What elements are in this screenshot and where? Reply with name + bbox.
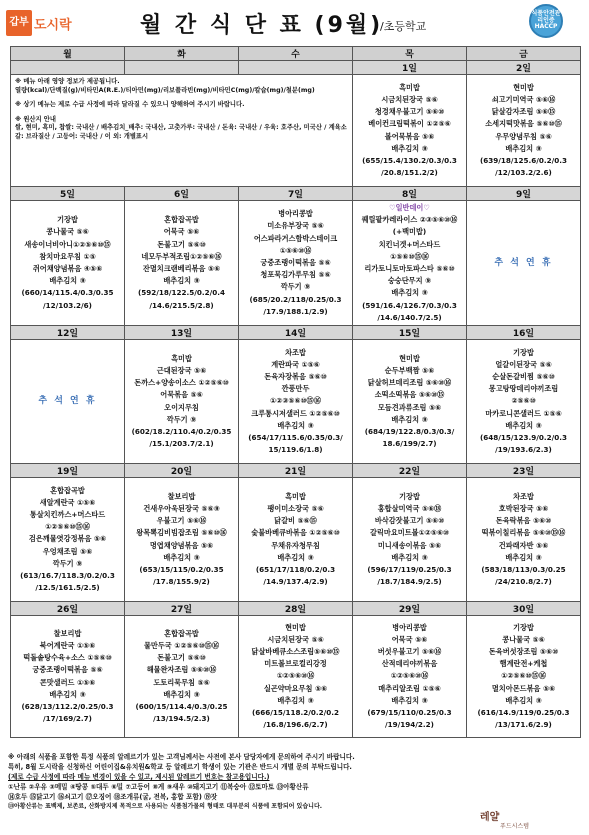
menu-item: 청포묵김가루무침 ⑤⑥: [260, 270, 331, 280]
menu-item: 검은깨물엿강정볶음 ⑤⑥: [28, 534, 107, 544]
menu-item: 새알계란국 ①⑤⑥: [39, 497, 96, 507]
menu-item: ②⑤⑥⑩: [511, 396, 536, 406]
date-cell: 1일: [353, 61, 467, 75]
menu-item: 어묵국 ⑤⑥: [391, 634, 428, 644]
nutrition-info: (602/18.2/110.4/0.2/0.35: [131, 426, 232, 436]
menu-item: 돈불고기 ⑤⑥⑩: [157, 653, 206, 663]
menu-item: 버섯우불고기 ⑤⑥⑯: [377, 647, 442, 657]
nutrition-info: (+백미밥): [392, 227, 427, 237]
menu-row: [11, 340, 581, 464]
menu-item: 홍합살미역국 ⑤⑥⑱: [377, 503, 442, 513]
menu-item: ①②③⑤⑥⑩⑮⑯: [270, 396, 321, 406]
menu-item: 궁중조랭이떡볶음 ⑤⑥: [32, 665, 103, 675]
menu-item: 치킨너겟+머스타드: [378, 239, 441, 249]
date-cell: 7일: [239, 187, 353, 201]
menu-item: 도토리묵무침 ⑤⑥: [153, 677, 210, 687]
menu-item: 배추김치 ⑨: [277, 420, 314, 430]
menu-cell: [239, 340, 353, 464]
menu-item: 근대된장국 ⑤⑥: [156, 365, 207, 375]
date-cell: 26일: [11, 602, 125, 616]
menu-item: 콩나물국 ⑤⑥: [502, 634, 545, 644]
menu-item: 돈육자장볶음 ⑤⑥⑩: [264, 372, 327, 382]
menu-item: 어묵볶음 ⑤⑥: [160, 390, 203, 400]
nutrition-info: /19/193.6/2.3): [495, 445, 552, 455]
nutrition-info: (651/17/118/0.2/0.3: [255, 564, 336, 574]
menu-item: 현미밥: [513, 82, 534, 92]
nutrition-info: 15/119.6/1.8): [268, 445, 323, 455]
menu-item: 흑미밥: [171, 353, 192, 363]
menu-item: 해물완자조림 ⑤⑥⑩⑯: [146, 665, 217, 675]
date-cell: 21일: [239, 464, 353, 478]
menu-cell: [239, 478, 353, 602]
menu-item: 소세지떡맛볶음 ⑤⑥⑩⑮: [485, 119, 562, 129]
menu-item: 미니새송이볶음 ⑤⑥: [377, 540, 442, 550]
menu-item: 배추김치 ⑨: [277, 552, 314, 562]
nutrition-info: /14.6/140.7/2.5): [377, 312, 442, 322]
menu-cell: [125, 616, 239, 738]
notice-line: 쌀, 현미, 흑미, 찹쌀: 국내산 / 배추김치_배추: 국내산, 고춧가루: 국내산 / 돈육: 국내산 / 우육: 호주산, 미국산 / 계육소갈: 브라질산 / 고등어: 국내산 / 이 외: 개별표시: [15, 124, 347, 140]
logo-text: 도시락: [34, 17, 72, 33]
nutrition-info: /17.8/155.9/2): [153, 577, 210, 587]
menu-item: 돈육락볶음 ⑤⑥⑩: [495, 516, 552, 526]
menu-item: 닭살바베큐소스조림⑤⑥⑩⑮: [251, 647, 340, 657]
menu-item: 배추김치 ⑨: [391, 414, 428, 424]
weekday-header: 금: [467, 47, 581, 61]
menu-item: 배추김치 ⑨: [505, 552, 542, 562]
menu-item: 콘맛샐러드 ①⑤⑥: [39, 677, 96, 687]
nutrition-info: /24/210.8/2.7): [495, 577, 552, 587]
nutrition-info: /17/169/2.7): [43, 714, 92, 724]
menu-cell: [353, 75, 467, 187]
date-cell: 12일: [11, 326, 125, 340]
menu-item: 햄계란전+케첩: [499, 659, 548, 669]
nutrition-info: /16.8/196.6/2.7): [263, 720, 328, 730]
menu-item: 통살치킨까스+머스타드: [29, 510, 106, 520]
date-row: [11, 187, 581, 201]
menu-item: ①②⑤⑥⑩⑯: [390, 671, 429, 681]
menu-item: 떡돌솥탕수육+소스 ①⑤⑥⑩: [23, 653, 112, 663]
menu-item: ①②⑤⑥⑩⑮⑯: [45, 522, 90, 532]
date-cell: 19일: [11, 464, 125, 478]
notice-line: ※ 원산지 안내: [15, 115, 56, 123]
menu-item: 깐풍만두: [281, 384, 310, 394]
menu-item: 순살돈갈비찜 ⑤⑥⑩: [492, 372, 555, 382]
menu-item: 소떡소떡볶음 ⑤⑥⑩⑮: [374, 390, 445, 400]
menu-item: 미소유부장국 ⑤⑥: [267, 221, 324, 231]
nutrition-info: /14.9/137.4/2.9): [263, 577, 328, 587]
date-cell: 27일: [125, 602, 239, 616]
date-cell: 22일: [353, 464, 467, 478]
menu-item: 갈릭마요미트볼①②⑤⑥⑩: [369, 528, 450, 538]
menu-cell: [467, 340, 581, 464]
date-cell: [239, 61, 353, 75]
menu-row: [11, 201, 581, 326]
footer-line: ※ 아래의 식품을 포함한 특정 식품의 알레르기가 있는 고객님께서는 사전에 본사 담당자에게 문의하여 주시기 바랍니다.: [8, 753, 355, 761]
logo-mark: 갑부: [6, 10, 32, 36]
menu-item: 마카로니콘샐러드 ①⑤⑥: [485, 408, 562, 418]
menu-item: 네모두부적조림①②⑤⑥⑯: [141, 251, 222, 261]
nutrition-info: (648/15/123.9/0.2/0.3: [480, 433, 567, 443]
menu-item: 숯불바베큐바볶음 ①②⑤⑥⑩: [251, 528, 340, 538]
menu-item: 어스파라거스함박스테이크: [253, 233, 338, 243]
menu-item: 팽이미소장국 ⑤⑥: [267, 503, 324, 513]
menu-cell: [125, 478, 239, 602]
nutrition-info: (583/18/113/0.3/0.25: [481, 564, 566, 574]
menu-item: 혼합잡곡밥: [164, 628, 199, 638]
menu-item: 시금치된장국 ⑤⑥: [381, 94, 438, 104]
menu-item: 현미밥: [285, 622, 306, 632]
menu-cell: [467, 478, 581, 602]
date-cell: 8일: [353, 187, 467, 201]
menu-item: 참치마요무침 ①⑤: [39, 251, 96, 261]
menu-item: 배추김치 ⑨: [163, 689, 200, 699]
menu-item: 얼갈이된장국 ⑤⑥: [495, 359, 552, 369]
menu-cell: [125, 201, 239, 326]
menu-item: 배추김치 ⑨: [163, 276, 200, 286]
nutrition-info: /15.1/203.7/2.1): [149, 439, 214, 449]
date-cell: 14일: [239, 326, 353, 340]
menu-item: 닭갈비 ⑤⑥⑮: [274, 516, 317, 526]
menu-item: 시금치된장국 ⑤⑥: [267, 634, 324, 644]
menu-item: 물만두국 ①②⑤⑥⑩⑮⑯: [143, 640, 220, 650]
date-row: [11, 602, 581, 616]
notice-line: 열량(kcal)/단백질(g)/비타민A(R.E.)/티아민(mg)/리보플라빈(mg)/비타민C(mg)/칼슘(mg)/철분(mg): [15, 86, 315, 94]
date-cell: 20일: [125, 464, 239, 478]
date-row: [11, 464, 581, 478]
menu-item: ①⑤⑥⑩⑮⑯: [390, 251, 429, 261]
weekday-header: 월: [11, 47, 125, 61]
nutrition-info: /13/194.5/2.3): [153, 714, 210, 724]
menu-cell: [353, 616, 467, 738]
nutrition-info: /19/194/2.2): [385, 720, 434, 730]
menu-item: 산적데리야끼볶음: [381, 659, 438, 669]
menu-item: 배추김치 ⑨: [505, 695, 542, 705]
menu-item: 무채유자청무침: [271, 540, 320, 550]
menu-item: 순두부백짬 ⑤⑥: [384, 365, 435, 375]
menu-item: 잔멸치크랜베리볶음 ⑤⑥: [142, 264, 221, 274]
nutrition-info: (679/15/110/0.25/0.3: [367, 708, 452, 718]
menu-item: 병아리콩밥: [392, 622, 427, 632]
footer-line: 특히, 8월 도시락을 신청하신 어린이집&유치원&학교 등 알레르기 학생이 있는 기관은 반드시 개별 문의 부탁드립니다.: [8, 763, 352, 771]
menu-item: 차조밥: [513, 491, 534, 501]
menu-item: 혼합잡곡밥: [50, 485, 85, 495]
menu-item: 퀘릴팥카레라이스 ②③⑤⑥⑩⑯: [361, 215, 458, 225]
menu-item: 돈불고기 ⑤⑥⑩: [157, 239, 206, 249]
nutrition-info: (653/15/115/0.2/0.35: [139, 564, 224, 574]
menu-item: 기장밥: [399, 491, 420, 501]
menu-item: 계란파국 ①⑤⑥: [271, 359, 320, 369]
date-cell: 30일: [467, 602, 581, 616]
menu-cell: [239, 616, 353, 738]
menu-item: 쥐어채양념볶음 ④⑤⑥: [32, 264, 103, 274]
menu-item: 깍두기 ⑨: [52, 558, 83, 568]
menu-item: 배추김치 ⑨: [391, 143, 428, 153]
nutrition-info: (596/17/119/0.25/0.3: [367, 564, 452, 574]
nutrition-info: (655/15.4/130.2/0.3/0.3: [362, 155, 457, 165]
nutrition-info: (616/14.9/119/0.25/0.3: [477, 708, 570, 718]
page-subtitle: /초등학교: [380, 20, 427, 33]
menu-item: 닭살허브데리조림 ⑤⑥⑩⑯: [367, 378, 452, 388]
menu-item: 우무양념무침 ⑤⑥: [495, 131, 552, 141]
menu-item: 떡볶이칠리볶음 ⑤⑥⑩⑮⑯: [481, 528, 566, 538]
menu-item: 배추김치 ⑨: [163, 552, 200, 562]
menu-cell: [353, 478, 467, 602]
menu-item: 기장밥: [513, 622, 534, 632]
menu-item: 차조밥: [285, 347, 306, 357]
menu-row: [11, 478, 581, 602]
menu-item: 베이컨크림떡볶이 ①②⑤⑥: [368, 119, 451, 129]
date-cell: 28일: [239, 602, 353, 616]
menu-item: 새송이너비아니①②⑤⑥⑩⑮: [24, 239, 111, 249]
weekday-header: 수: [239, 47, 353, 61]
menu-row: [11, 616, 581, 738]
weekday-header-row: [11, 47, 581, 61]
menu-item: 우불고기 ⑤⑥⑯: [156, 516, 207, 526]
date-cell: 5일: [11, 187, 125, 201]
nutrition-info: /12.5/161.5/2.5): [35, 583, 100, 593]
menu-item: 찰보리밥: [167, 491, 196, 501]
menu-item: 바삭감잣불고기 ⑤⑥⑩: [374, 516, 445, 526]
nutrition-info: /12/103.2/6): [43, 300, 92, 310]
menu-item: ①⑤⑥⑩⑯: [279, 245, 312, 255]
menu-item: 건파래자반 ⑤⑥: [498, 540, 549, 550]
menu-item: 미트볼브로컬리강정: [264, 659, 327, 669]
menu-cell: [353, 340, 467, 464]
haccp-badge: 식품안전관리인증 HACCP: [529, 4, 563, 38]
menu-item: 몽고탕땅데리야끼조림: [488, 384, 559, 394]
menu-cell: [467, 201, 581, 326]
menu-item: 우엉채조림 ⑤⑥: [42, 546, 93, 556]
menu-item: 기장밥: [57, 215, 78, 225]
date-cell: 29일: [353, 602, 467, 616]
menu-cell: [353, 201, 467, 326]
menu-item: 왕목뽁김비빔잡조림 ⑤⑥⑩⑯: [136, 528, 227, 538]
nutrition-info: (684/19/122.8/0.3/0.3/: [364, 426, 455, 436]
menu-item: 배추김치 ⑨: [49, 689, 86, 699]
menu-item: 현미밥: [399, 353, 420, 363]
nutrition-info: (600/15/114.4/0.3/0.25: [135, 701, 228, 711]
menu-item: 건새우아욱된장국 ⑤⑥⑨: [143, 503, 220, 513]
menu-item: ①②⑤⑥⑩⑯: [276, 671, 315, 681]
menu-item: 배추김치 ⑨: [391, 288, 428, 298]
holiday-label: 추 석 연 휴: [494, 257, 553, 268]
menu-item: 돈까스+양송이소스 ①②⑤⑥⑩: [134, 378, 229, 388]
notice-line: ※ 메뉴 아래 영양 정보가 제공됩니다.: [15, 78, 120, 85]
menu-item: 혼합잡곡밥: [164, 215, 199, 225]
nutrition-info: /14.6/215.5/2.8): [149, 300, 214, 310]
weekday-header: 화: [125, 47, 239, 61]
menu-item: 배추김치 ⑨: [505, 143, 542, 153]
notice-box: [11, 75, 353, 187]
date-cell: 2일: [467, 61, 581, 75]
menu-item: 배추김치 ⑨: [277, 695, 314, 705]
holiday-label: 추 석 연 휴: [38, 396, 97, 407]
menu-cell: [467, 75, 581, 187]
footer-line: (제로 수급 사정에 따라 메뉴 변경이 있을 수 있고, 제시된 알레르기 번호는 참고용입니다.): [8, 773, 270, 781]
nutrition-info: /18.7/184.9/2.5): [377, 577, 442, 587]
menu-item: 크루통시저샐러드 ①②⑤⑥⑩: [251, 408, 340, 418]
menu-item: 호박된장국 ⑤⑥: [498, 503, 549, 513]
menu-item: 흑미밥: [399, 82, 420, 92]
date-row: [11, 61, 581, 75]
menu-item: 흑미밥: [285, 491, 306, 501]
nutrition-info: (613/16.7/118.3/0.2/0.3: [20, 571, 115, 581]
logo: [6, 10, 72, 36]
menu-item: 찰보리밥: [53, 628, 82, 638]
menu-cell: [11, 340, 125, 464]
menu-cell: [11, 478, 125, 602]
date-cell: 9일: [467, 187, 581, 201]
menu-item: 깍두기 ⑨: [166, 414, 197, 424]
menu-cell: [467, 616, 581, 738]
nutrition-info: (660/14/115.4/0.3/0.35: [21, 288, 114, 298]
menu-item: 어묵국 ⑤⑥: [163, 227, 200, 237]
page-title: 월 간 식 단 표 (9월): [140, 13, 384, 38]
menu-item: 멸치아몬드볶음 ⑤⑥: [491, 683, 556, 693]
menu-item: 돈육버섯장조림 ⑤⑥⑩: [488, 647, 559, 657]
menu-item: 콩나물국 ⑤⑥: [46, 227, 89, 237]
date-cell: 23일: [467, 464, 581, 478]
nutrition-info: /12/103.2/2.6): [495, 168, 552, 178]
menu-item: 매추리알조림 ①⑤⑥: [378, 683, 441, 693]
menu-item: 궁중조랭이떡볶음 ⑤⑥: [260, 257, 331, 267]
menu-item: ①②⑤⑥⑩⑮⑯: [501, 671, 546, 681]
date-cell: 16일: [467, 326, 581, 340]
menu-item: 배추김치 ⑨: [505, 420, 542, 430]
nutrition-info: (639/18/125.6/0.2/0.3: [480, 155, 567, 165]
allergy-footer: [8, 752, 581, 812]
menu-item: 숭숭단무지 ⑨: [387, 276, 432, 286]
date-cell: [125, 61, 239, 75]
nutrition-info: (666/15/118.2/0.2/0.2: [252, 708, 339, 718]
menu-item: 볼어묵볶음 ⑤⑥: [384, 131, 435, 141]
nutrition-info: /13/171.6/2.9): [495, 720, 552, 730]
meal-calendar: [10, 46, 581, 738]
menu-cell: [239, 201, 353, 326]
menu-item: 배추김치 ⑨: [49, 276, 86, 286]
brand-subtext: 푸드시스템: [500, 823, 529, 830]
date-cell: 15일: [353, 326, 467, 340]
nutrition-info: (685/20.2/118/0.25/0.3: [249, 294, 342, 304]
menu-item: 쇠고기미역국 ⑤⑥⑯: [491, 94, 556, 104]
menu-item: 깍두기 ⑨: [280, 282, 311, 292]
menu-item: 청경채우불고기 ⑤⑥⑩: [374, 107, 445, 117]
nutrition-info: /17.9/188.1/2.9): [263, 306, 328, 316]
menu-item: 기장밥: [513, 347, 534, 357]
menu-item: 모듬견과류조림 ⑤⑥: [377, 402, 442, 412]
footer-line: ⑭호두 ⑮닭고기 ⑯쇠고기 ⑰오징어 ⑱조개류(굴, 전복, 홍합 포함) ⑲잣: [8, 793, 218, 801]
menu-item: 오이지무침: [164, 402, 199, 412]
header: [0, 0, 589, 44]
date-row: [11, 326, 581, 340]
nutrition-info: (592/18/122.5/0.2/0.4: [138, 288, 225, 298]
menu-item: 병아리콩밥: [278, 209, 313, 219]
special-day-label: ♡일반데이♡: [389, 203, 430, 212]
menu-item: 리가토니토마토파스타 ⑤⑥⑩: [364, 264, 455, 274]
menu-row: [11, 75, 581, 187]
menu-cell: [11, 201, 125, 326]
menu-cell: [11, 616, 125, 738]
notice-line: ※ 상기 메뉴는 제로 수급 사정에 따라 달라질 수 있으니 양해하여 주시기 바랍니다.: [15, 101, 245, 109]
nutrition-info: (628/13/112.2/0.25/0.3: [21, 701, 114, 711]
menu-item: 실곤약마요무침 ⑤⑥: [263, 683, 328, 693]
nutrition-info: (591/16.4/126.7/0.3/0.3: [362, 300, 457, 310]
weekday-header: 목: [353, 47, 467, 61]
menu-item: 북어계란국 ①⑤⑥: [39, 640, 96, 650]
date-cell: 6일: [125, 187, 239, 201]
nutrition-info: 18.6/199/2.7): [382, 439, 437, 449]
menu-item: 명엽채양념볶음 ⑤⑥: [149, 540, 214, 550]
date-cell: [11, 61, 125, 75]
menu-item: 닭살감자조림 ⑤⑥⑮: [491, 107, 556, 117]
date-cell: 13일: [125, 326, 239, 340]
footer-line: ①난류 ②우유 ③메밀 ④땅콩 ⑤대두 ⑥밀 ⑦고등어 ⑧게 ⑨새우 ⑩돼지고기 ⑪복숭아 ⑫토마토 ⑬아황산류: [8, 783, 309, 791]
menu-cell: [125, 340, 239, 464]
nutrition-info: /20.8/151.2/2): [381, 168, 438, 178]
menu-item: 배추김치 ⑨: [391, 695, 428, 705]
brand-logo: 레얄: [480, 812, 500, 823]
footer-line: ⑬아황산류는 표백제, 보존료, 산화방지제 목적으로 사용되는 식품첨가물의 형태로 대부분의 식품에 포함되어 있습니다.: [8, 803, 323, 810]
nutrition-info: (654/17/115.6/0.35/0.3/: [248, 433, 343, 443]
menu-item: 배추김치 ⑨: [391, 552, 428, 562]
